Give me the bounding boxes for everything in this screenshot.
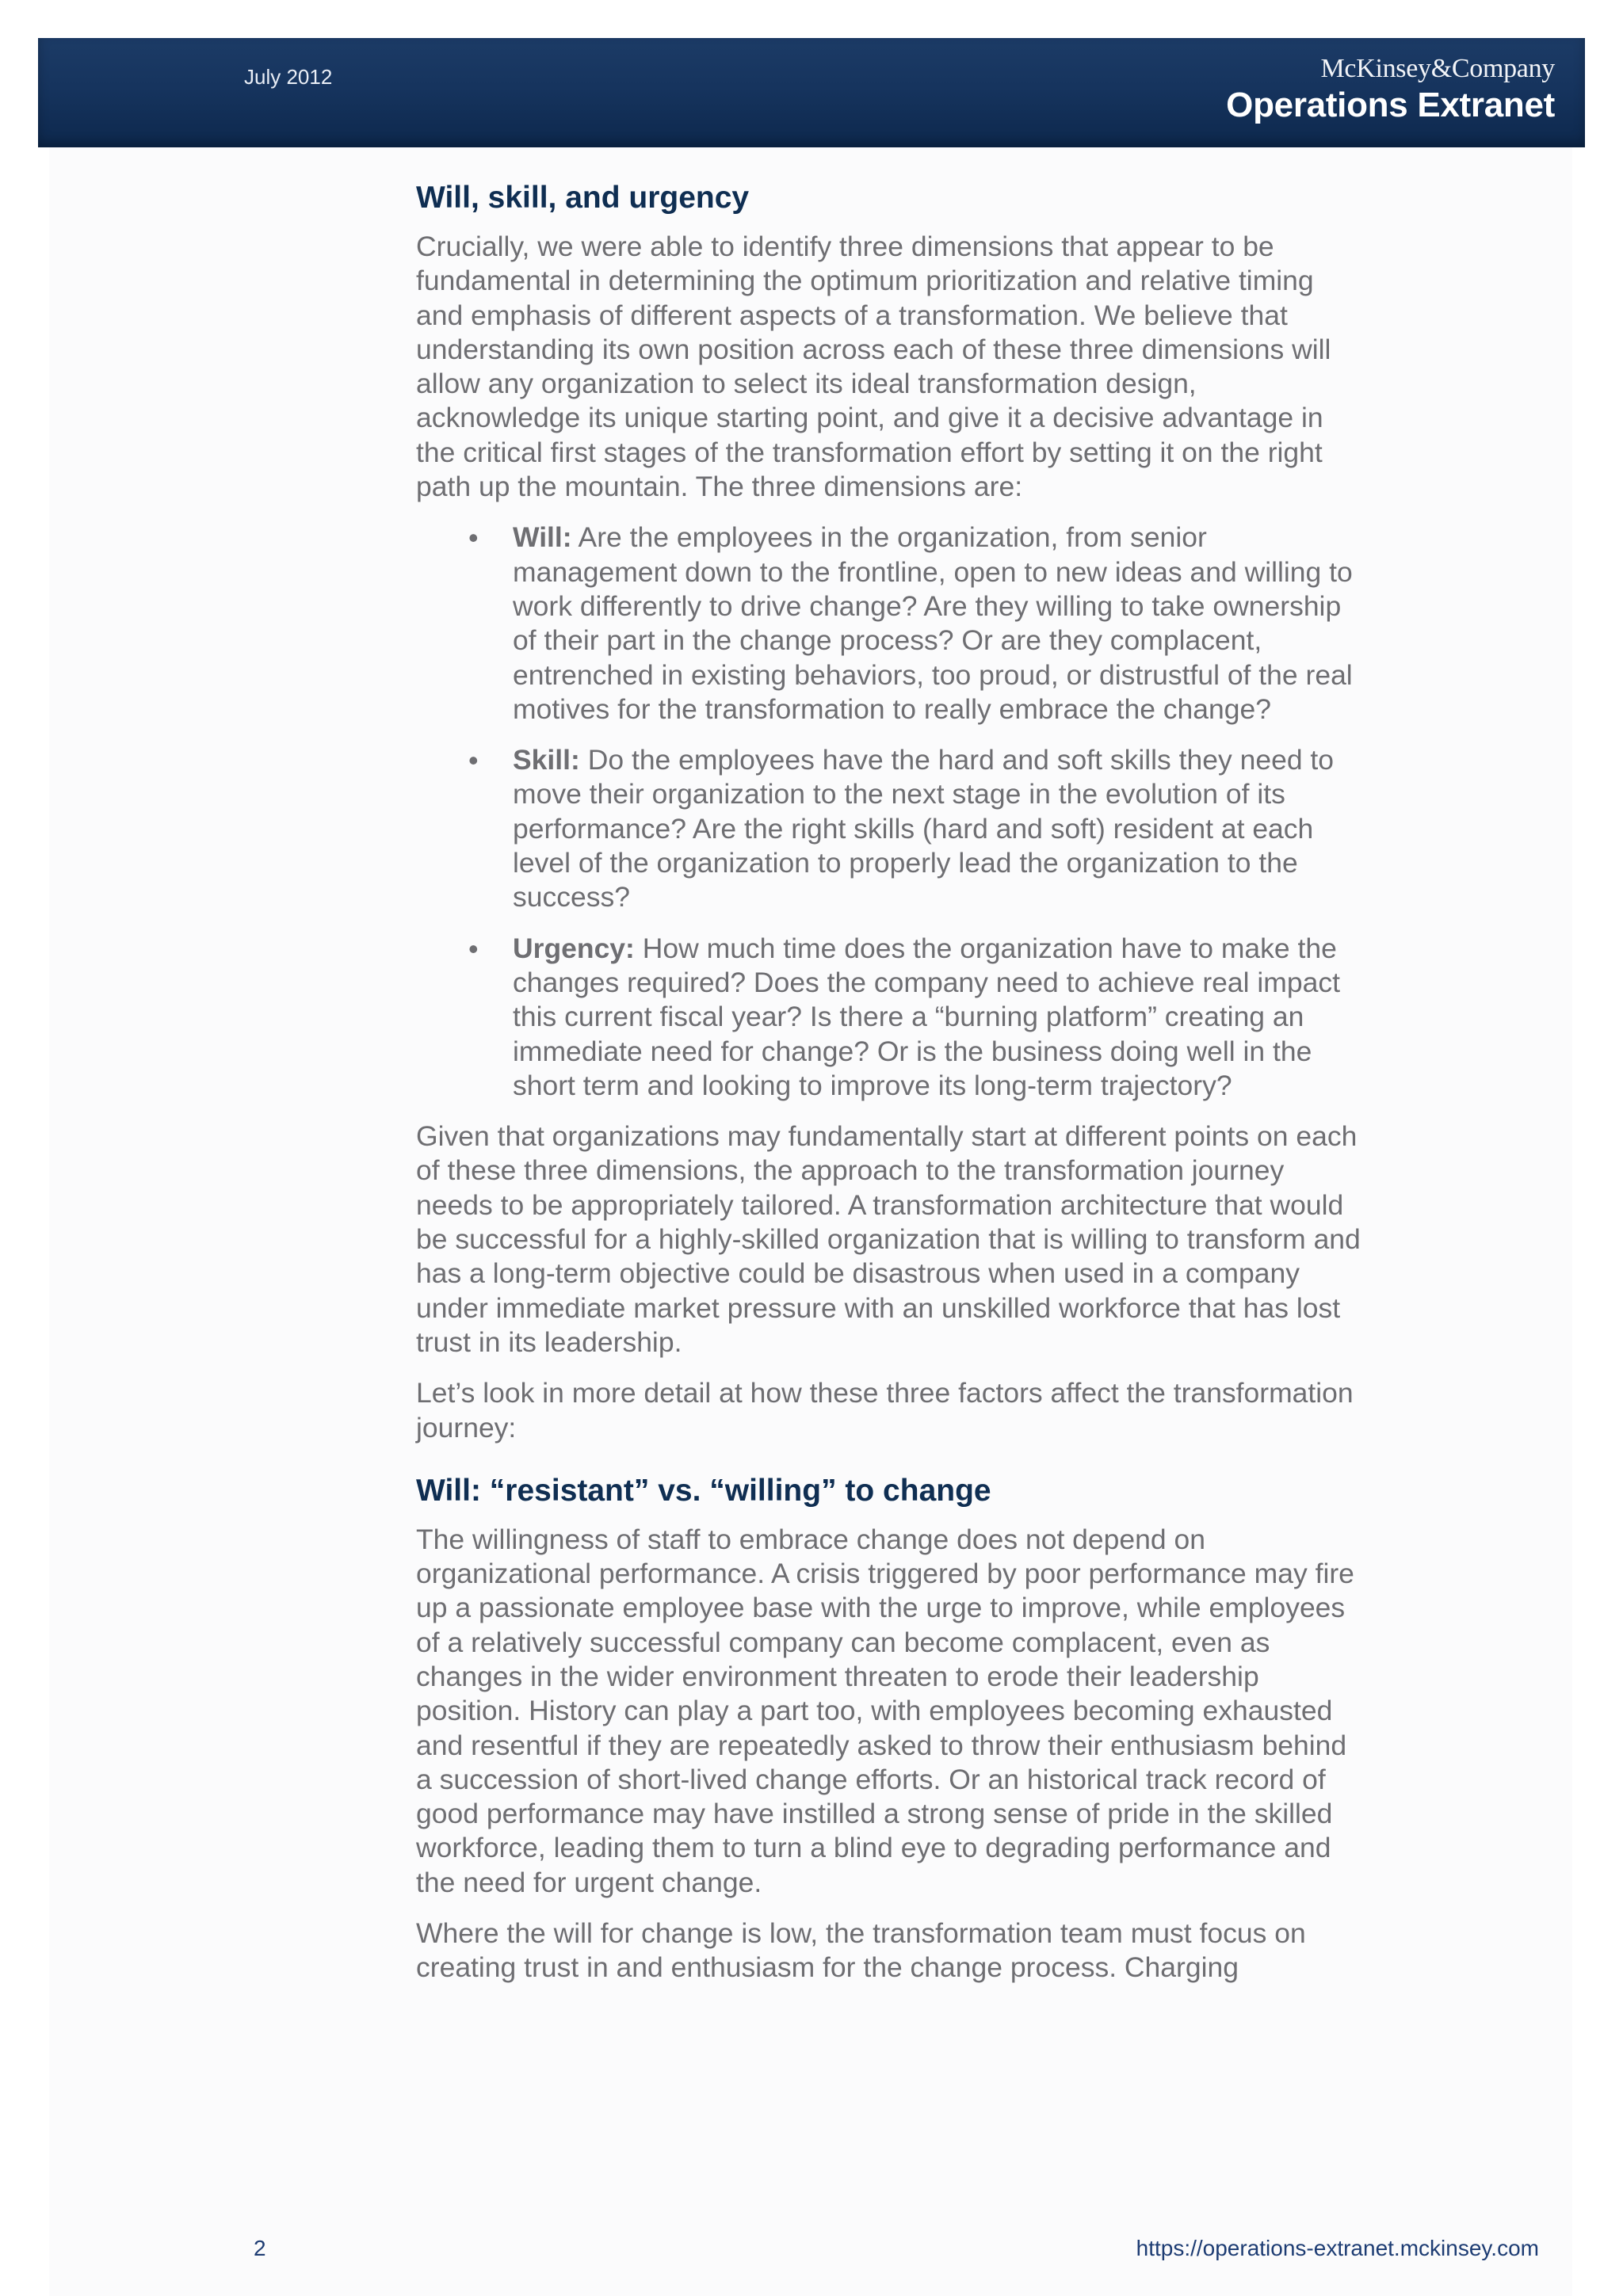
list-item-skill xyxy=(416,743,1367,914)
intro-paragraph: Crucially, we were able to identify three dimensions that appear to be fundamental in determining the optimum prioritization and relative timing and emphasis of different aspects of a transformation. We believe that understanding its own position across each of these three dimensions will allow any organization to select its ideal transformation design, acknowledge its unique starting point, and give it a decisive advantage in the critical first stages of the transformation effort by setting it on the right path up the mountain. The three dimensions are: xyxy=(416,231,1331,503)
low-will-paragraph: Where the will for change is low, the transformation team must focus on creating trust in and enthusiasm for the change process. Charging xyxy=(416,1917,1306,1984)
approach-paragraph: Given that organizations may fundamentally start at different points on each of these three dimensions, the approach to the transformation journey needs to be appropriately tailored. A transformation architecture that would be successful for a highly-skilled organization that is willing to transform and has a long-term objective could be disastrous when used in a company under immediate market pressure with an unskilled workforce that has lost trust in its leadership. xyxy=(416,1120,1361,1358)
transition-paragraph: Let’s look in more detail at how these three factors affect the transformation journey: xyxy=(416,1377,1354,1444)
bullet-icon: • xyxy=(468,744,479,777)
bullet-term: Urgency: xyxy=(513,932,635,964)
bullet-icon: • xyxy=(468,521,479,555)
bullet-term: Skill: xyxy=(513,744,580,776)
section-heading-will-skill-urgency: Will, skill, and urgency xyxy=(416,181,750,215)
footer-url-link[interactable]: https://operations-extranet.mckinsey.com xyxy=(1136,2236,1539,2260)
brand-logo xyxy=(1226,54,1555,125)
document-header-banner xyxy=(38,38,1585,147)
header-date: July 2012 xyxy=(244,65,333,89)
article-body xyxy=(416,179,1367,1985)
list-item-will xyxy=(416,521,1367,727)
page-number: 2 xyxy=(254,2236,266,2260)
section-heading-will: Will: “resistant” vs. “willing” to change xyxy=(416,1473,991,1508)
bullet-text: Are the employees in the organization, from senior management down to the frontline, open to new ideas and willing to work differently to drive change? Are they willing to take ownership of their part in the change process? Or are they complacent, entrenched in existing behaviors, too proud, or distrustful of the real motives for the transformation to really embrace the change? xyxy=(513,521,1353,725)
bullet-term: Will: xyxy=(513,521,572,554)
bullet-icon: • xyxy=(468,932,479,965)
product-name: Operations Extranet xyxy=(1226,86,1555,124)
willingness-paragraph: The willingness of staff to embrace change does not depend on organizational performance. A crisis triggered by poor performance may fire up a passionate employee base with the urge to improve, while employees of a relatively successful company can become complacent, even as changes in the wider environment threaten to erode their leadership position. History can play a part too, with employees becoming exhausted and resentful if they are repeatedly asked to throw their enthusiasm behind a succession of short-lived change efforts. Or an historical track record of good performance may have instilled a strong sense of pride in the skilled workforce, leading them to turn a blind eye to degrading performance and the need for urgent change. xyxy=(416,1523,1354,1898)
bullet-text: Do the employees have the hard and soft skills they need to move their organization to the next stage in the evolution of its performance? Are the right skills (hard and soft) resident at each level of the organization to properly lead the organization to the success? xyxy=(513,744,1335,913)
bullet-text: How much time does the organization have to make the changes required? Does the company need to achieve real impact this current fiscal year? Is there a “burning platform” creating an immediate need for change? Or is the business doing well in the short term and looking to improve its long-term trajectory? xyxy=(513,932,1340,1101)
list-item-urgency xyxy=(416,932,1367,1103)
dimensions-list xyxy=(416,521,1367,1103)
company-name: McKinsey&Company xyxy=(1320,54,1555,83)
